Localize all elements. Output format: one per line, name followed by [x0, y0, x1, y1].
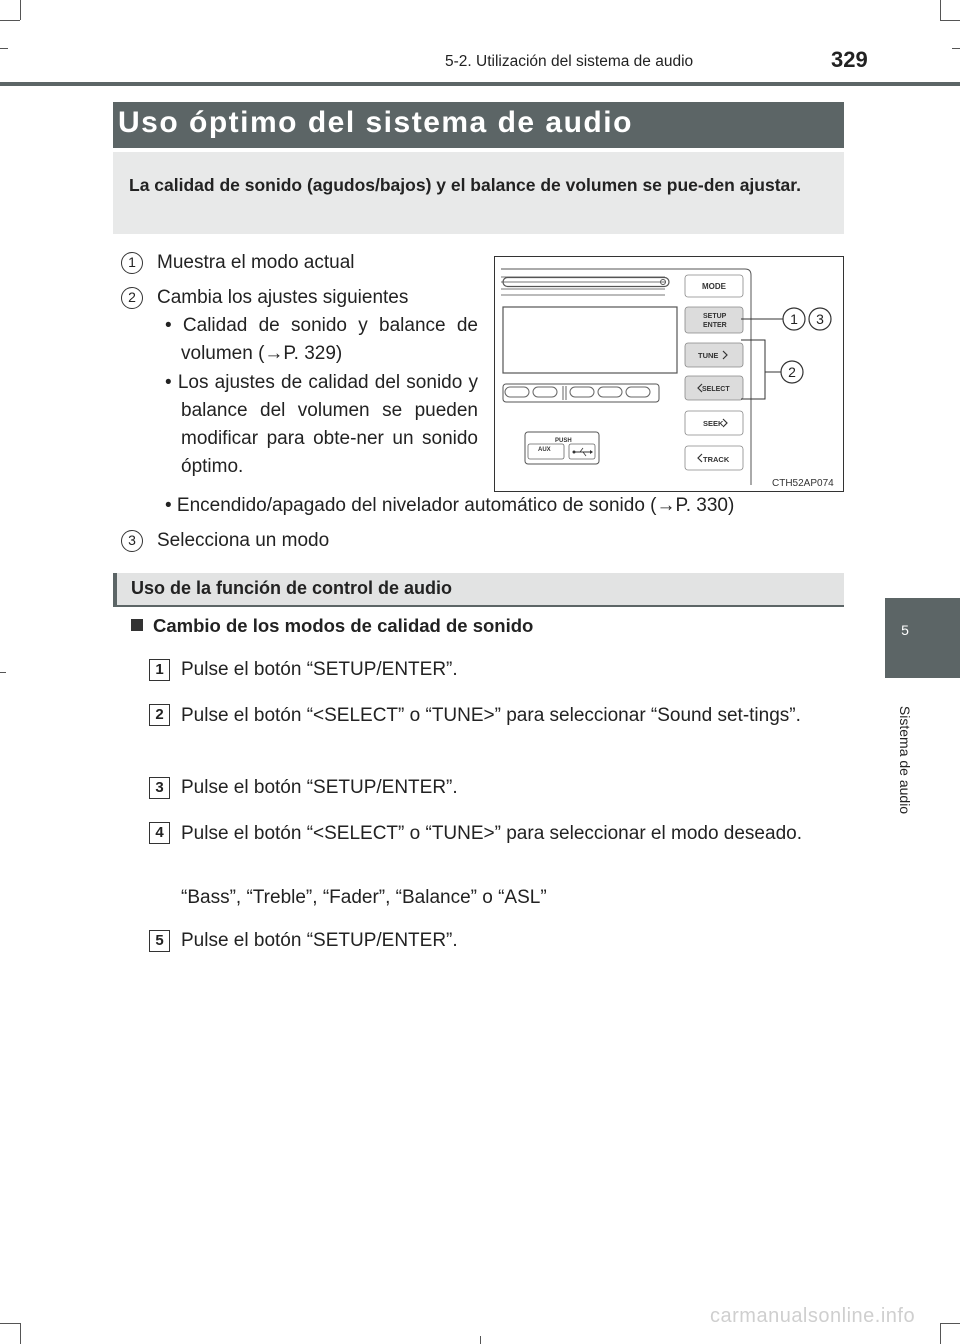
chapter-tab: [885, 598, 960, 678]
figure-callout-3: 3: [816, 311, 824, 327]
figure-callout-2: 2: [788, 364, 796, 380]
seek-button-label: SEEK: [703, 419, 724, 428]
audio-unit-drawing: [495, 257, 845, 493]
intro-text: La calidad de sonido (agudos/bajos) y el balance de volumen se pue-den ajustar.: [129, 175, 801, 195]
step-2-text: Pulse el botón “<SELECT” o “TUNE>” para seleccionar “Sound set-tings”.: [181, 705, 801, 726]
intro-box: [113, 152, 844, 234]
callout-2-bullet-3: • Encendido/apagado del nivelador automático de sonido (→P. 330): [165, 495, 735, 516]
figure-code: CTH52AP074: [772, 478, 834, 489]
running-header-section: 5-2. Utilización del sistema de audio: [445, 53, 694, 70]
callout-2-text: Cambia los ajustes siguientes: [157, 287, 409, 308]
tune-button-label: TUNE: [698, 351, 719, 360]
section-heading-bar: [113, 573, 844, 607]
step-number-5: 5: [149, 930, 170, 952]
mode-button-label: MODE: [702, 282, 726, 291]
callout-1-text: Muestra el modo actual: [157, 252, 355, 273]
figure-callout-1: 1: [790, 311, 798, 327]
select-button-label: SELECT: [702, 386, 730, 393]
chapter-label-text: Sistema de audio: [897, 705, 913, 815]
push-label: PUSH: [555, 438, 572, 444]
callout-2-bullet-1: • Calidad de sonido y balance de volumen (→P. 329): [165, 315, 478, 364]
header-rule: [0, 82, 960, 86]
step-number-4: 4: [149, 822, 170, 844]
step-3-text: Pulse el botón “SETUP/ENTER”.: [181, 777, 458, 798]
page-title: Uso óptimo del sistema de audio: [118, 106, 633, 139]
setup-button-label: SETUP: [703, 313, 727, 320]
chapter-number: 5: [901, 622, 909, 638]
enter-button-label: ENTER: [703, 322, 727, 329]
step-1-text: Pulse el botón “SETUP/ENTER”.: [181, 659, 458, 680]
section-heading: Uso de la función de control de audio: [131, 578, 453, 598]
audio-unit-figure: [494, 256, 844, 492]
step-number-3: 3: [149, 777, 170, 799]
callout-3: 3: [121, 530, 143, 552]
step-4-text: Pulse el botón “<SELECT” o “TUNE>” para seleccionar el modo deseado.: [181, 823, 802, 844]
square-bullet-icon: [131, 619, 143, 631]
subheading: [131, 615, 533, 637]
track-button-label: TRACK: [703, 455, 730, 464]
chapter-label: [878, 690, 932, 830]
callout-3-text: Selecciona un modo: [157, 530, 330, 551]
step-5-text: Pulse el botón “SETUP/ENTER”.: [181, 930, 458, 951]
page-number: 329: [831, 47, 868, 72]
step-number-1: 1: [149, 659, 170, 681]
usb-icon: [573, 448, 594, 456]
callout-1: 1: [121, 252, 143, 274]
aux-label: AUX: [538, 447, 551, 453]
callout-2: 2: [121, 287, 143, 309]
subheading-text: Cambio de los modos de calidad de sonido: [153, 615, 534, 636]
watermark: carmanualsonline.info: [710, 1305, 916, 1327]
step-number-2: 2: [149, 704, 170, 726]
callout-2-bullet-2: • Los ajustes de calidad del sonido y balance del volumen se pueden modificar para obte-ner un sonido óptimo.: [165, 372, 478, 477]
step-4-note: “Bass”, “Treble”, “Fader”, “Balance” o “ASL”: [181, 887, 547, 908]
